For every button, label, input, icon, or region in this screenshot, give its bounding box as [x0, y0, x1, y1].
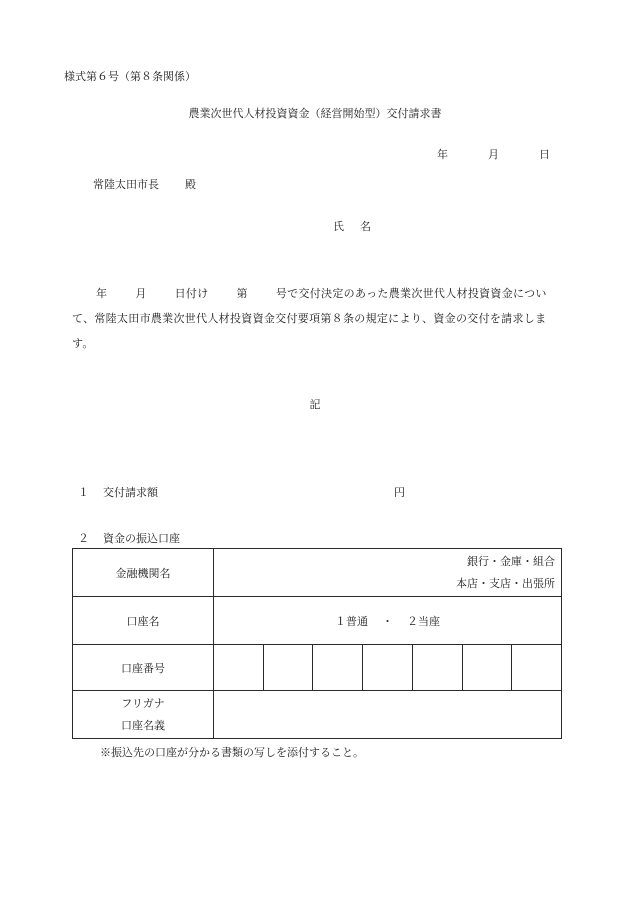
furigana-label: フリガナ	[121, 696, 165, 710]
date-line	[437, 146, 550, 162]
branch-types: 本店・支店・出張所	[456, 576, 555, 590]
institution-types: 銀行・金庫・組合	[467, 554, 555, 568]
date-day: 日	[539, 148, 550, 161]
item2-label: 資金の振込口座	[103, 532, 180, 545]
account-holder-label-cell	[73, 691, 214, 739]
table-row	[73, 691, 562, 739]
account-number-digit-7[interactable]	[512, 645, 562, 691]
attachment-note: ※振込先の口座が分かる書類の写しを添付すること。	[100, 746, 364, 759]
label-shi: 氏	[333, 220, 344, 233]
document-title: 農業次世代人材投資資金（経営開始型）交付請求書	[188, 107, 442, 120]
account-number-digit-2[interactable]	[263, 645, 313, 691]
body-dated: 日付け	[174, 287, 209, 300]
addressee-name: 常陸太田市長	[93, 178, 159, 191]
account-number-digit-3[interactable]	[313, 645, 363, 691]
body-month: 月	[135, 287, 147, 300]
applicant-name-label	[333, 218, 371, 234]
account-number-digit-1[interactable]	[214, 645, 264, 691]
label-mei: 名	[360, 220, 371, 233]
account-number-digit-4[interactable]	[363, 645, 413, 691]
addressee-honorific: 殿	[185, 178, 196, 191]
account-number-digit-5[interactable]	[412, 645, 462, 691]
table-row	[73, 597, 562, 645]
date-month: 月	[488, 148, 499, 161]
account-type-label: 口座名	[73, 597, 214, 645]
body-dai: 第	[236, 287, 248, 300]
item-bank-account	[78, 530, 180, 546]
account-number-digit-6[interactable]	[462, 645, 512, 691]
account-holder-field[interactable]	[214, 691, 562, 739]
ki-heading: 記	[309, 398, 321, 411]
account-type-separator: ・	[382, 614, 393, 628]
account-number-label: 口座番号	[73, 645, 214, 691]
item2-number: ２	[78, 532, 89, 545]
institution-label: 金融機関名	[73, 549, 214, 597]
bank-account-table	[72, 548, 562, 739]
body-year: 年	[96, 287, 108, 300]
account-holder-label: 口座名義	[121, 718, 165, 732]
date-year: 年	[437, 148, 448, 161]
table-row	[73, 549, 562, 597]
item1-unit: 円	[394, 486, 405, 499]
addressee	[93, 176, 196, 192]
institution-field[interactable]	[214, 549, 562, 597]
account-type-toza[interactable]: ２当座	[407, 614, 440, 628]
form-number: 様式第６号（第８条関係）	[64, 70, 196, 83]
item1-label: 交付請求額	[103, 486, 158, 499]
item-request-amount	[78, 484, 405, 500]
table-row	[73, 645, 562, 691]
item1-number: １	[78, 486, 89, 499]
request-body-text	[72, 281, 562, 356]
body-text: 号で交付決定のあった農業次世代人材投資資金について、常陸太田市農業次世代人材投資資金交付要項第８条の規定により、資金の交付を請求します。	[72, 287, 547, 350]
account-type-futsu[interactable]: １普通	[335, 614, 368, 628]
account-type-field[interactable]	[214, 597, 562, 645]
